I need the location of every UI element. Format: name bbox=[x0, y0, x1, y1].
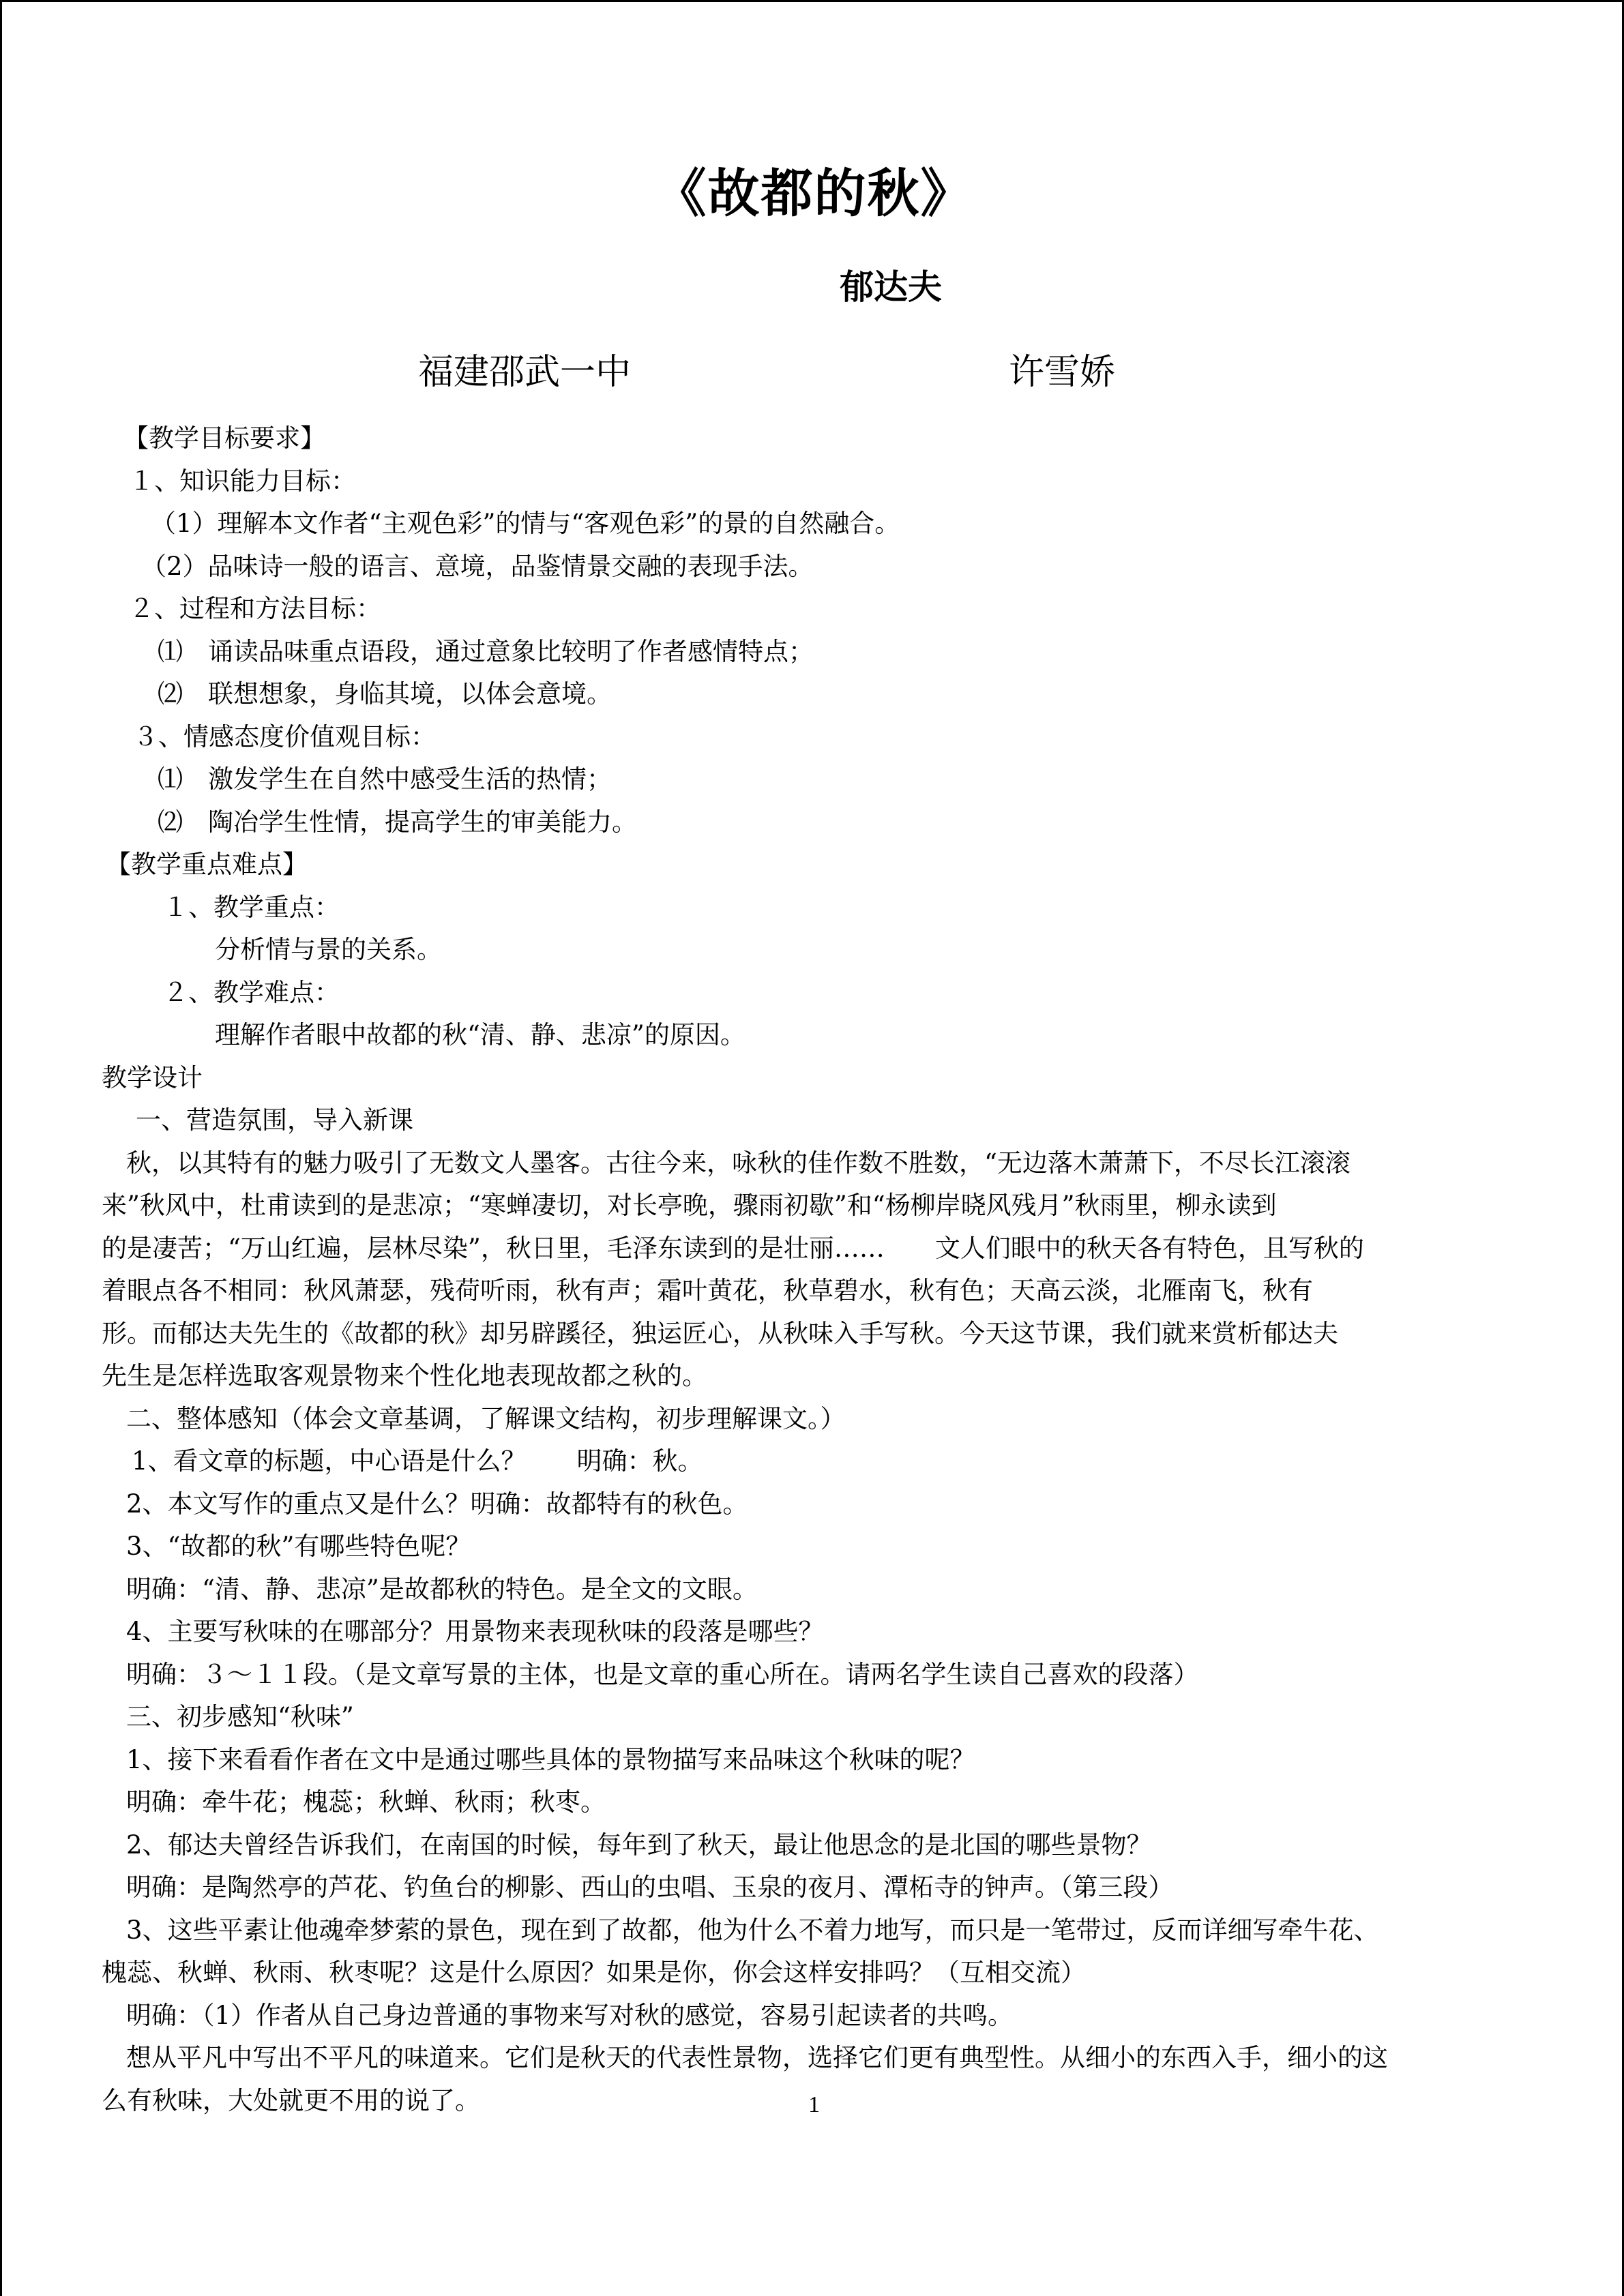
section-heading-design: 教学设计 bbox=[102, 1063, 203, 1092]
teacher-name: 许雪娇 bbox=[1009, 352, 1116, 393]
text-line: １、知识能力目标： bbox=[129, 466, 356, 496]
text-line: （2）品味诗一般的语言、意境，品鉴情景交融的表现手法。 bbox=[141, 552, 814, 581]
text-line: ⑴ 诵读品味重点语段，通过意象比较明了作者感情特点； bbox=[158, 637, 814, 666]
text-line: 明确：“清、静、悲凉”是故都秋的特色。是全文的文眼。 bbox=[126, 1575, 758, 1604]
section-heading-objectives: 【教学目标要求】 bbox=[123, 423, 325, 453]
text-line: 形。而郁达夫先生的《故都的秋》却另辟蹊径，独运匠心，从秋味入手写秋。今天这节课，我们就来赏析郁达夫 bbox=[102, 1319, 1338, 1348]
document-title: 《故都的秋》 bbox=[654, 163, 974, 224]
text-line: 槐蕊、秋蝉、秋雨、秋枣呢？这是什么原因？如果是你，你会这样安排吗？（互相交流） bbox=[102, 1958, 1086, 1987]
text-line: ２、教学难点： bbox=[163, 978, 340, 1007]
text-line: 明确：（1）作者从自己身边普通的事物来写对秋的感觉，容易引起读者的共鸣。 bbox=[126, 2001, 1014, 2030]
text-line: 2、本文写作的重点又是什么？明确：故都特有的秋色。 bbox=[126, 1489, 748, 1519]
text-line: ⑵ 联想想象，身临其境，以体会意境。 bbox=[158, 679, 612, 709]
text-line: ⑵ 陶冶学生性情，提高学生的审美能力。 bbox=[158, 807, 637, 837]
section-heading-keypoints: 【教学重点难点】 bbox=[106, 850, 308, 879]
text-line: 着眼点各不相同：秋风萧瑟，残荷听雨，秋有声；霜叶黄花，秋草碧水，秋有色；天高云淡，北雁南飞，秋有 bbox=[102, 1276, 1313, 1305]
text-line: 2、郁达夫曾经告诉我们，在南国的时候，每年到了秋天，最让他思念的是北国的哪些景物？ bbox=[126, 1830, 1152, 1860]
text-line: 的是凄苦；“万山红遍，层林尽染”，秋日里，毛泽东读到的是壮丽…… 文人们眼中的秋天各有特色，且写秋的 bbox=[102, 1234, 1364, 1263]
text-line: 来”秋风中，杜甫读到的是悲凉；“寒蝉凄切，对长亭晚，骤雨初歇”和“杨柳岸晓风残月”秋雨里，柳永读到 bbox=[102, 1191, 1277, 1220]
text-line: 1、看文章的标题，中心语是什么？ 明确：秋。 bbox=[132, 1446, 703, 1476]
text-line: 1、接下来看看作者在文中是通过哪些具体的景物描写来品味这个秋味的呢？ bbox=[126, 1745, 975, 1774]
text-line: 三、初步感知“秋味” bbox=[126, 1702, 354, 1731]
text-line: 明确：牵牛花；槐蕊；秋蝉、秋雨；秋枣。 bbox=[126, 1787, 606, 1817]
text-line: （1）理解本文作者“主观色彩”的情与“客观色彩”的景的自然融合。 bbox=[151, 509, 900, 538]
school-name: 福建邵武一中 bbox=[418, 352, 632, 393]
text-line: 二、整体感知（体会文章基调，了解课文结构，初步理解课文。） bbox=[126, 1404, 846, 1433]
text-line: 先生是怎样选取客观景物来个性化地表现故都之秋的。 bbox=[102, 1361, 707, 1390]
text-line: 明确：是陶然亭的芦花、钓鱼台的柳影、西山的虫唱、玉泉的夜月、潭柘寺的钟声。（第三段） bbox=[126, 1873, 1174, 1902]
text-line: ⑴ 激发学生在自然中感受生活的热情； bbox=[158, 764, 612, 794]
text-line: 3、这些平素让他魂牵梦萦的景色，现在到了故都，他为什么不着力地写，而只是一笔带过，反而详细写牵牛花、 bbox=[126, 1915, 1379, 1945]
text-line: 一、营造氛围，导入新课 bbox=[136, 1105, 413, 1135]
text-line: 分析情与景的关系。 bbox=[215, 935, 442, 964]
text-line: 么有秋味，大处就更不用的说了。 bbox=[102, 2086, 480, 2115]
text-line: 理解作者眼中故都的秋“清、静、悲凉”的原因。 bbox=[215, 1020, 745, 1049]
text-line: 4、主要写秋味的在哪部分？用景物来表现秋味的段落是哪些？ bbox=[126, 1617, 824, 1646]
text-line: １、教学重点： bbox=[163, 893, 340, 922]
text-line: 3、“故都的秋”有哪些特色呢？ bbox=[126, 1532, 471, 1561]
page-number: 1 bbox=[808, 2092, 820, 2117]
text-line: ３、情感态度价值观目标： bbox=[133, 722, 436, 751]
author-name: 郁达夫 bbox=[840, 267, 942, 307]
text-line: 想从平凡中写出不平凡的味道来。它们是秋天的代表性景物，选择它们更有典型性。从细小的东西入手，细小的这 bbox=[126, 2043, 1388, 2072]
text-line: ２、过程和方法目标： bbox=[129, 594, 381, 623]
text-line: 明确：３～１１段。（是文章写景的主体，也是文章的重心所在。请两名学生读自己喜欢的段落） bbox=[126, 1660, 1199, 1689]
text-line: 秋，以其特有的魅力吸引了无数文人墨客。古往今来，咏秋的佳作数不胜数，“无边落木萧萧下，不尽长江滚滚 bbox=[126, 1148, 1350, 1178]
